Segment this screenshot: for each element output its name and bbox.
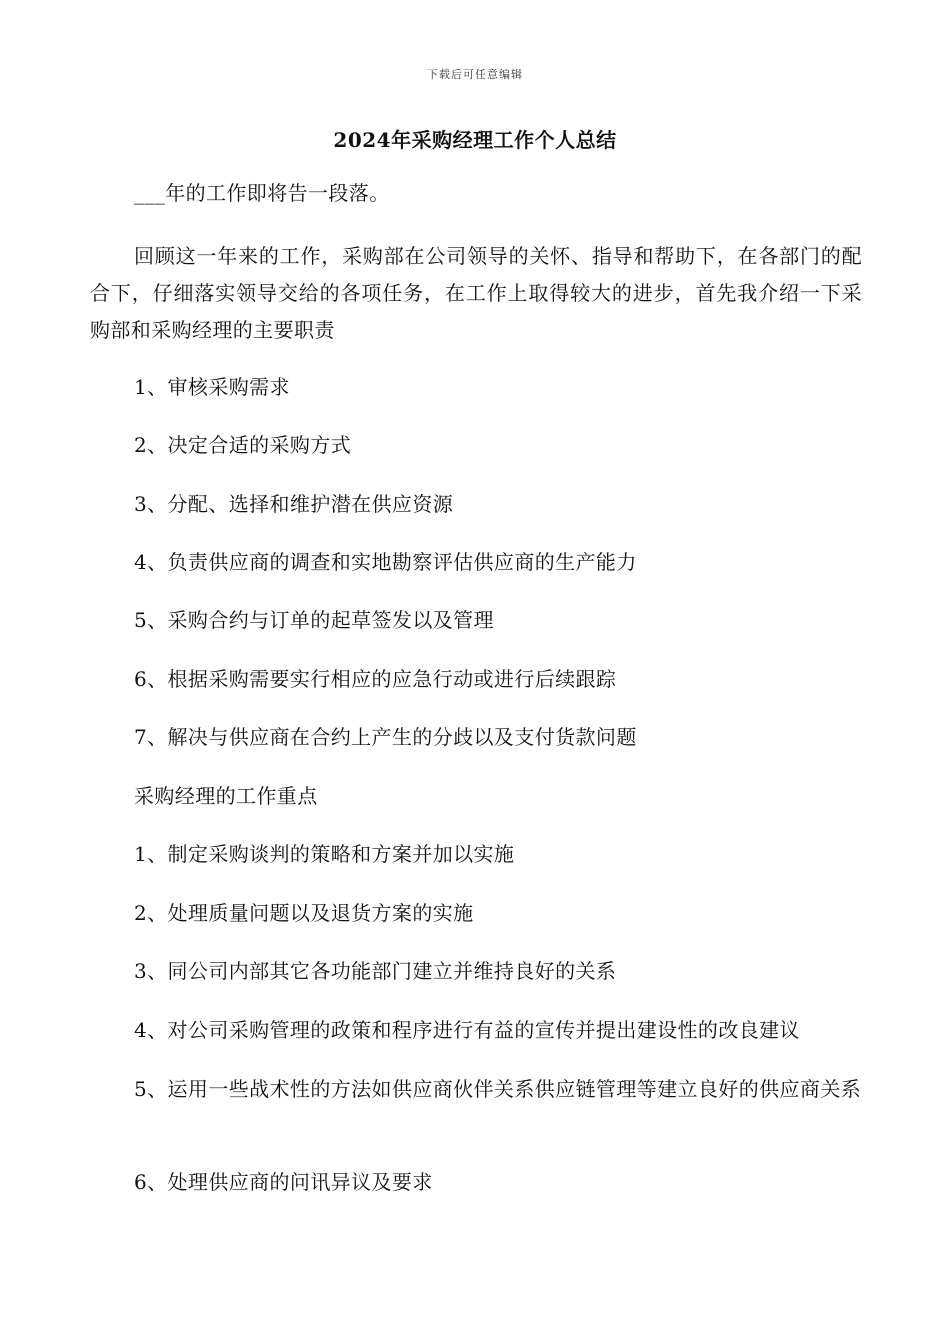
duty-item-5: 5、采购合约与订单的起草签发以及管理 xyxy=(134,608,494,632)
review-paragraph: 回顾这一年来的工作，采购部在公司领导的关怀、指导和帮助下，在各部门的配合下，仔细落实领导交给的各项任务，在工作上取得较大的进步，首先我介绍一下采购部和采购经理的主要职责 xyxy=(90,244,862,342)
duty-item-7: 7、解决与供应商在合约上产生的分歧以及支付货款问题 xyxy=(134,725,637,749)
header-note: 下载后可任意编辑 xyxy=(427,68,523,81)
focus-item-5: 5、运用一些战术性的方法如供应商伙伴关系供应链管理等建立良好的供应商关系 xyxy=(134,1077,862,1101)
focus-item-3: 3、同公司内部其它各功能部门建立并维持良好的关系 xyxy=(134,959,617,983)
intro-line: ___年的工作即将告一段落。 xyxy=(134,181,390,205)
focus-item-6: 6、处理供应商的问讯异议及要求 xyxy=(134,1170,433,1194)
document-title: 2024年采购经理工作个人总结 xyxy=(333,128,617,152)
duty-item-6: 6、根据采购需要实行相应的应急行动或进行后续跟踪 xyxy=(134,667,617,691)
focus-item-1: 1、制定采购谈判的策略和方案并加以实施 xyxy=(134,842,515,866)
duty-item-2: 2、决定合适的采购方式 xyxy=(134,433,352,457)
duty-item-4: 4、负责供应商的调查和实地勘察评估供应商的生产能力 xyxy=(134,550,637,574)
focus-item-2: 2、处理质量问题以及退货方案的实施 xyxy=(134,901,474,925)
focus-heading: 采购经理的工作重点 xyxy=(134,784,318,808)
duty-item-1: 1、审核采购需求 xyxy=(134,375,290,399)
focus-item-4: 4、对公司采购管理的政策和程序进行有益的宣传并提出建设性的改良建议 xyxy=(134,1018,800,1042)
duty-item-3: 3、分配、选择和维护潜在供应资源 xyxy=(134,492,454,516)
